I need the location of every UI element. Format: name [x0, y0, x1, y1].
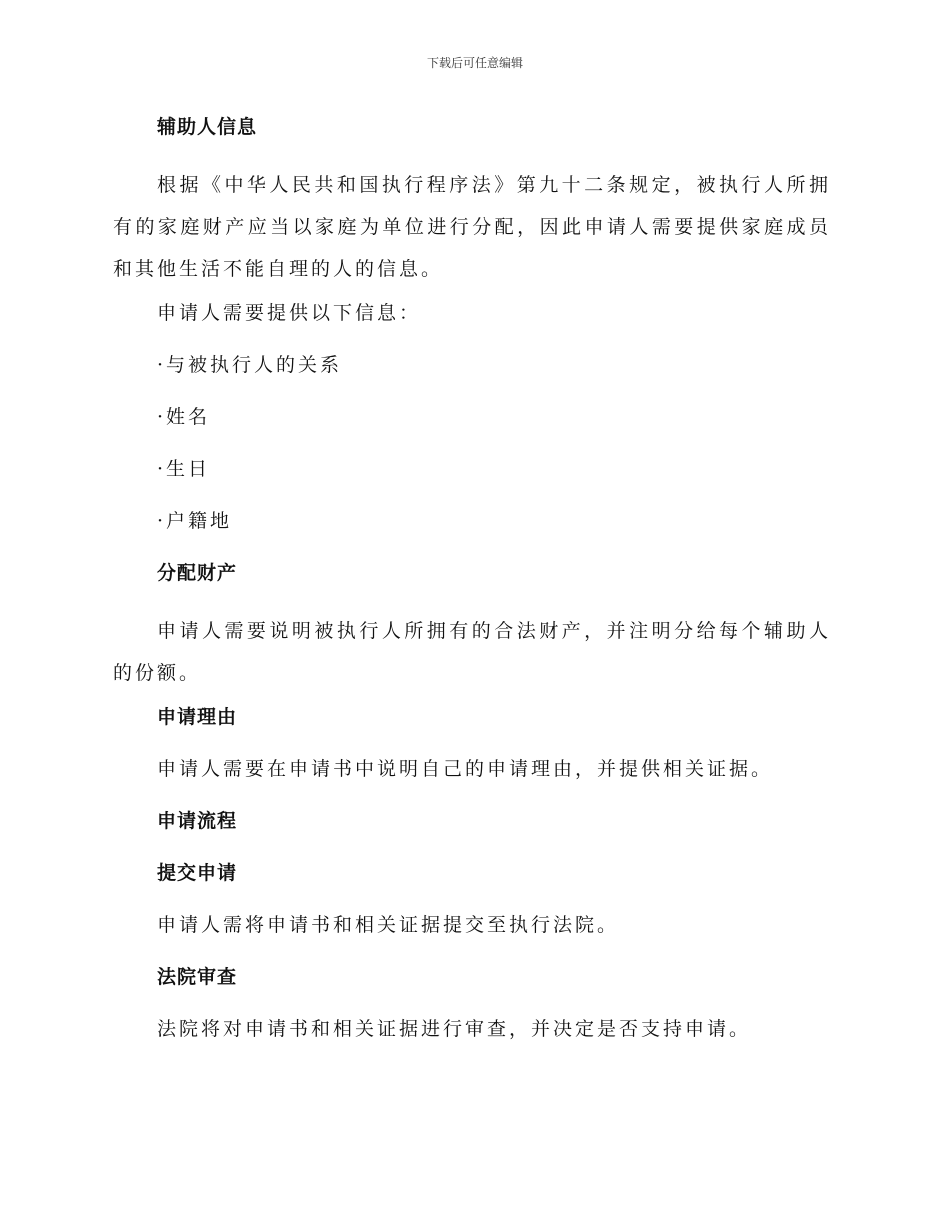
document-body: [113, 112, 831, 1066]
list-item-label: 户籍地: [166, 510, 233, 532]
list-item-label: 姓名: [166, 406, 211, 428]
heading-submit: 提交申请: [157, 862, 238, 884]
heading-review: 法院审查: [157, 966, 238, 988]
bullet-dot: ·: [157, 354, 164, 376]
paragraph-info-lead: 申请人需要提供以下信息：: [157, 302, 422, 324]
bullet-dot: ·: [157, 406, 164, 428]
bullet-dot: ·: [157, 458, 164, 480]
list-item-relationship: [157, 350, 831, 402]
list-item-household-registration: [157, 506, 831, 558]
paragraph-gap: [113, 290, 831, 298]
heading-process: 申请流程: [157, 810, 238, 832]
page-header-note: 下载后可任意编辑: [426, 56, 523, 70]
list-item-label: 与被执行人的关系: [166, 354, 343, 376]
paragraph-gap: [113, 694, 831, 702]
heading-property: 分配财产: [157, 562, 238, 584]
paragraph-assistant-info-intro: 根据《中华人民共和国执行程序法》第九十二条规定，被执行人所拥有的家庭财产应当以家庭为单位进行分配，因此申请人需要提供家庭成员和其他生活不能自理的人的信息。: [113, 174, 831, 280]
paragraph-submit: 申请人需将申请书和相关证据提交至执行法院。: [157, 914, 620, 936]
heading-assistant-info: 辅助人信息: [157, 116, 258, 138]
heading-reason: 申请理由: [157, 706, 238, 728]
list-item-label: 生日: [166, 458, 211, 480]
list-item-name: [157, 402, 831, 454]
paragraph-review: 法院将对申请书和相关证据进行审查，并决定是否支持申请。: [157, 1018, 752, 1040]
list-item-birthday: [157, 454, 831, 506]
paragraph-reason: 申请人需要在申请书中说明自己的申请理由，并提供相关证据。: [157, 758, 774, 780]
bullet-dot: ·: [157, 510, 164, 532]
paragraph-property: 申请人需要说明被执行人所拥有的合法财产，并注明分给每个辅助人的份额。: [113, 620, 831, 684]
